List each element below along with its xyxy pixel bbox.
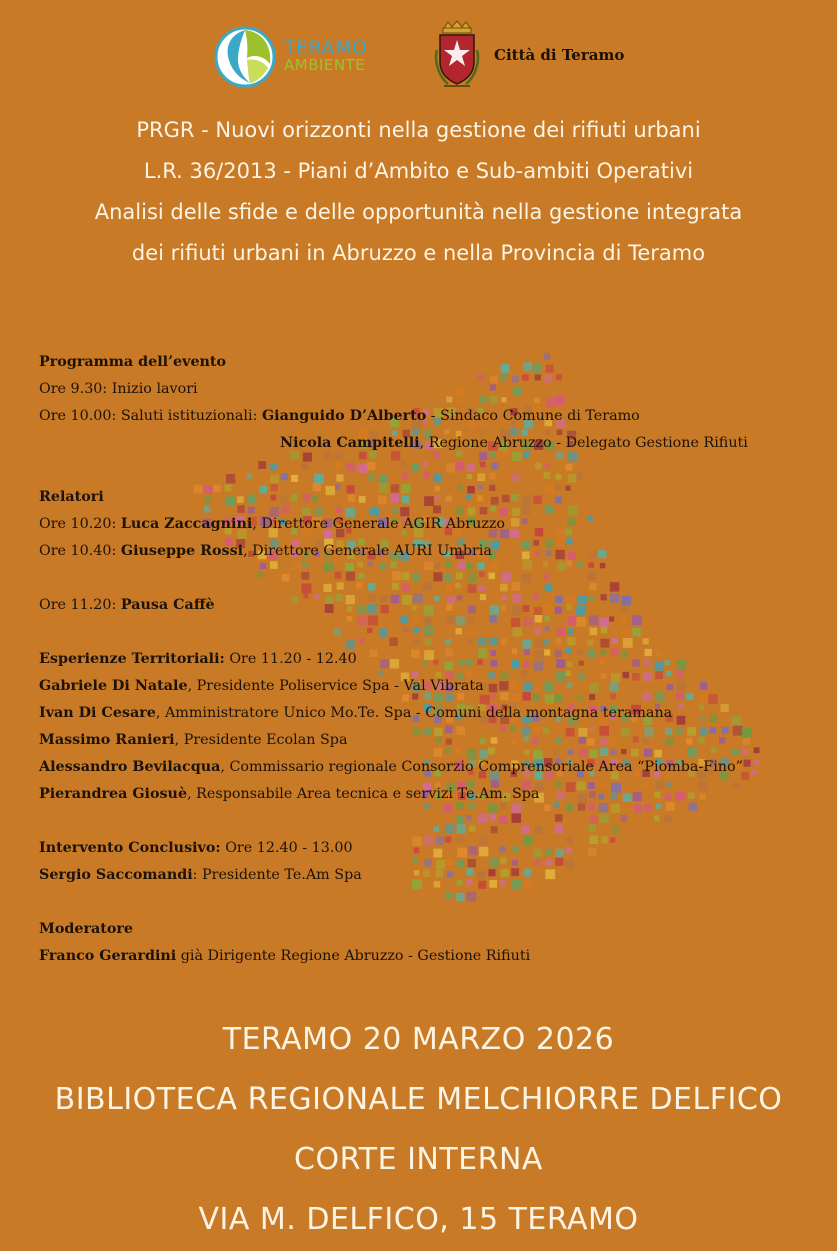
mod-name: Franco Gerardini bbox=[39, 948, 177, 964]
brand-name-line1: TERAMO bbox=[284, 37, 368, 59]
header bbox=[0, 20, 837, 95]
coffee-break bbox=[39, 592, 748, 619]
greet1-name: Gianguido D’Alberto bbox=[261, 408, 427, 424]
exp2-role: , Amministratore Unico Mo.Te. Spa - Comuni della montagna teramana bbox=[155, 705, 673, 721]
experience-5 bbox=[39, 781, 748, 808]
closing-heading-line bbox=[39, 835, 748, 862]
closing-speaker bbox=[39, 862, 748, 889]
sp2-role: , Direttore Generale AURI Umbria bbox=[243, 543, 492, 559]
exp-time: Ore 11.20 - 12.40 bbox=[224, 651, 357, 667]
city-name: Città di Teramo bbox=[494, 46, 625, 64]
mosaic-tile bbox=[754, 747, 760, 753]
close-role: : Presidente Te.Am Spa bbox=[192, 867, 362, 883]
sp2-name: Giuseppe Rossi bbox=[120, 543, 244, 559]
event-title bbox=[0, 110, 837, 274]
experiences-heading-line bbox=[39, 646, 748, 673]
event-program bbox=[39, 349, 748, 970]
moderator bbox=[39, 943, 748, 970]
mosaic-tile bbox=[752, 770, 757, 775]
exp3-role: , Presidente Ecolan Spa bbox=[174, 732, 348, 748]
exp5-role: , Responsabile Area tecnica e servizi Te.Am. Spa bbox=[187, 786, 540, 802]
mod-role: già Dirigente Regione Abruzzo - Gestione Rifiuti bbox=[176, 948, 531, 964]
program-start: Ore 9.30: Inizio lavori bbox=[39, 381, 198, 397]
exp1-name: Gabriele Di Natale bbox=[39, 678, 188, 694]
mosaic-tile bbox=[754, 760, 760, 766]
greet1-role: - Sindaco Comune di Teramo bbox=[426, 408, 640, 424]
experience-1 bbox=[39, 673, 748, 700]
break-label: Pausa Caffè bbox=[120, 597, 215, 613]
greet2-name: Nicola Campitelli bbox=[280, 435, 420, 451]
experience-3 bbox=[39, 727, 748, 754]
citta-di-teramo-logo bbox=[432, 20, 632, 92]
sp1-role: , Direttore Generale AGIR Abruzzo bbox=[252, 516, 506, 532]
event-venue bbox=[0, 1010, 837, 1250]
exp1-role: , Presidente Poliservice Spa - Val Vibrata bbox=[187, 678, 484, 694]
speakers-heading: Relatori bbox=[39, 489, 104, 505]
close-heading: Intervento Conclusivo: bbox=[39, 840, 221, 856]
experience-4 bbox=[39, 754, 748, 781]
exp-heading: Esperienze Territoriali: bbox=[39, 651, 225, 667]
close-time: Ore 12.40 - 13.00 bbox=[220, 840, 353, 856]
city-crest-icon bbox=[432, 20, 482, 90]
venue-area: CORTE INTERNA bbox=[294, 1142, 543, 1177]
venue-address: VIA M. DELFICO, 15 TERAMO bbox=[198, 1202, 639, 1237]
venue-name: BIBLIOTECA REGIONALE MELCHIORRE DELFICO bbox=[54, 1082, 783, 1117]
sp2-time: Ore 10.40: bbox=[39, 543, 121, 559]
exp4-name: Alessandro Bevilacqua bbox=[39, 759, 221, 775]
title-line-1: PRGR - Nuovi orizzonti nella gestione dei rifiuti urbani bbox=[136, 118, 701, 142]
speaker-1 bbox=[39, 511, 748, 538]
exp2-name: Ivan Di Cesare bbox=[39, 705, 156, 721]
program-heading: Programma dell’evento bbox=[39, 354, 227, 370]
title-line-2: L.R. 36/2013 - Piani d’Ambito e Sub-ambiti Operativi bbox=[143, 159, 694, 183]
brand-name-line2: AMBIENTE bbox=[284, 56, 366, 74]
speaker-2 bbox=[39, 538, 748, 565]
greet2-role: , Regione Abruzzo - Delegato Gestione Rifiuti bbox=[419, 435, 748, 451]
greeting-line-1 bbox=[39, 403, 748, 430]
leaf-face-logo-icon bbox=[214, 26, 276, 88]
event-date: TERAMO 20 MARZO 2026 bbox=[222, 1022, 615, 1057]
moderator-heading: Moderatore bbox=[39, 921, 134, 937]
greet-prefix: Ore 10.00: Saluti istituzionali: bbox=[39, 408, 262, 424]
teramo-ambiente-logo bbox=[214, 26, 384, 88]
exp4-role: , Commissario regionale Consorzio Comprensoriale Area “Piomba-Fino” bbox=[220, 759, 743, 775]
close-name: Sergio Saccomandi bbox=[39, 867, 193, 883]
experience-2 bbox=[39, 700, 748, 727]
sp1-time: Ore 10.20: bbox=[39, 516, 121, 532]
break-time: Ore 11.20: bbox=[39, 597, 121, 613]
greeting-line-2 bbox=[39, 430, 748, 457]
title-line-4: dei rifiuti urbani in Abruzzo e nella Provincia di Teramo bbox=[131, 241, 706, 265]
title-line-3: Analisi delle sfide e delle opportunità nella gestione integrata bbox=[94, 200, 743, 224]
exp3-name: Massimo Ranieri bbox=[39, 732, 175, 748]
exp5-name: Pierandrea Giosuè bbox=[39, 786, 188, 802]
sp1-name: Luca Zaccagnini bbox=[120, 516, 253, 532]
